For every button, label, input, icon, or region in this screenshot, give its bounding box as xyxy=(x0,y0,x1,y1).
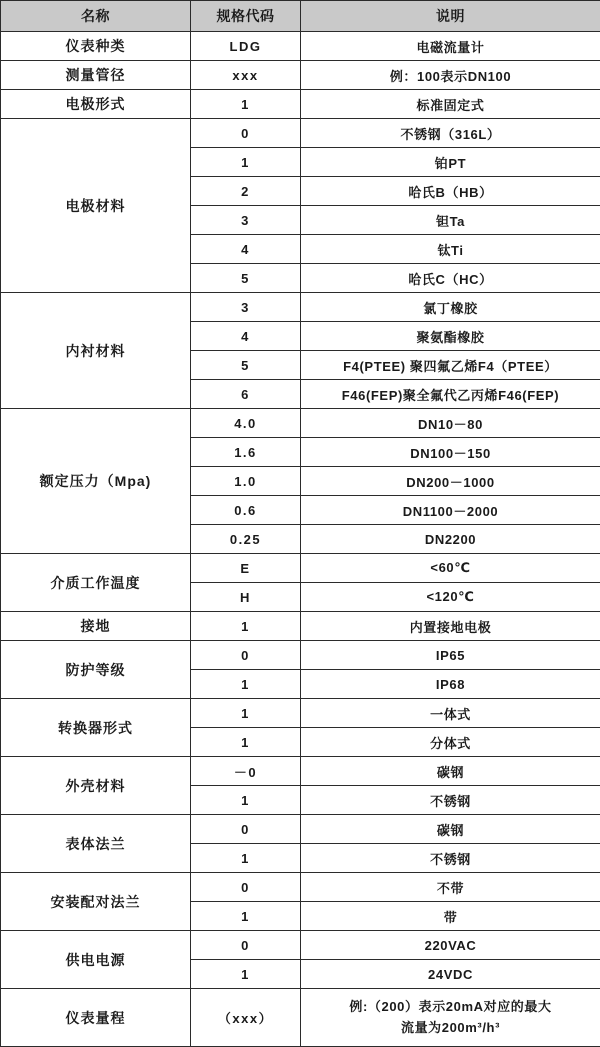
row-code-cell: 0 xyxy=(191,119,301,148)
row-code-cell: 1 xyxy=(191,902,301,931)
row-code-cell: xxx xyxy=(191,61,301,90)
row-name-cell: 外壳材料 xyxy=(1,757,191,815)
row-desc-cell: 不带 xyxy=(301,873,600,902)
row-code-cell: 3 xyxy=(191,293,301,322)
row-desc-cell: 哈氏B（HB） xyxy=(301,177,600,206)
table-row xyxy=(1,989,600,1047)
row-desc-cell: <60℃ xyxy=(301,554,600,583)
row-desc-cell: F4(PTEE) 聚四氟乙烯F4（PTEE） xyxy=(301,351,600,380)
row-desc-cell: F46(FEP)聚全氟代乙丙烯F46(FEP) xyxy=(301,380,600,409)
table-row xyxy=(1,873,600,902)
row-name-cell: 仪表种类 xyxy=(1,32,191,61)
row-name-cell: 介质工作温度 xyxy=(1,554,191,612)
table-row xyxy=(1,641,600,670)
row-desc-cell: 标准固定式 xyxy=(301,90,600,119)
row-code-cell: 4 xyxy=(191,235,301,264)
row-code-cell: 4.0 xyxy=(191,409,301,438)
row-desc-cell: 内置接地电极 xyxy=(301,612,600,641)
row-desc-cell: DN200－1000 xyxy=(301,467,600,496)
row-desc-cell: 例:（200）表示20mA对应的最大 流量为200m³/h³ xyxy=(301,989,600,1047)
row-desc-cell: 分体式 xyxy=(301,728,600,757)
row-code-cell: 1 xyxy=(191,612,301,641)
row-desc-cell: 24VDC xyxy=(301,960,600,989)
row-name-cell: 转换器形式 xyxy=(1,699,191,757)
table-row xyxy=(1,757,600,786)
row-desc-cell: 一体式 xyxy=(301,699,600,728)
row-code-cell: －0 xyxy=(191,757,301,786)
row-desc-cell: 钛Ti xyxy=(301,235,600,264)
row-desc-cell: DN1100－2000 xyxy=(301,496,600,525)
row-code-cell: 2 xyxy=(191,177,301,206)
row-name-cell: 测量管径 xyxy=(1,61,191,90)
row-desc-cell: 不锈钢 xyxy=(301,786,600,815)
table-row xyxy=(1,61,600,90)
row-code-cell: LDG xyxy=(191,32,301,61)
row-code-cell: 0 xyxy=(191,873,301,902)
row-desc-cell: 220VAC xyxy=(301,931,600,960)
row-code-cell: 1 xyxy=(191,728,301,757)
row-desc-cell: IP68 xyxy=(301,670,600,699)
row-name-cell: 电极形式 xyxy=(1,90,191,119)
row-name-cell: 表体法兰 xyxy=(1,815,191,873)
table-row xyxy=(1,931,600,960)
row-desc-cell: 电磁流量计 xyxy=(301,32,600,61)
row-desc-cell: 钽Ta xyxy=(301,206,600,235)
row-desc-cell: <120℃ xyxy=(301,583,600,612)
row-name-cell: 防护等级 xyxy=(1,641,191,699)
row-name-cell: 安装配对法兰 xyxy=(1,873,191,931)
row-name-cell: 电极材料 xyxy=(1,119,191,293)
row-desc-cell: 碳钢 xyxy=(301,757,600,786)
row-code-cell: 0.25 xyxy=(191,525,301,554)
row-code-cell: 1.6 xyxy=(191,438,301,467)
row-name-cell: 接地 xyxy=(1,612,191,641)
row-desc-cell: 带 xyxy=(301,902,600,931)
table-row xyxy=(1,554,600,583)
table-row xyxy=(1,32,600,61)
header-desc: 说明 xyxy=(301,1,600,32)
row-code-cell: 1 xyxy=(191,670,301,699)
header-code: 规格代码 xyxy=(191,1,301,32)
row-desc-cell: 碳钢 xyxy=(301,815,600,844)
row-desc-cell: 铂PT xyxy=(301,148,600,177)
row-name-cell: 内衬材料 xyxy=(1,293,191,409)
row-code-cell: 1 xyxy=(191,90,301,119)
row-desc-cell: 哈氏C（HC） xyxy=(301,264,600,293)
table-header xyxy=(1,1,600,32)
row-code-cell: 1 xyxy=(191,148,301,177)
table-row xyxy=(1,612,600,641)
table-row xyxy=(1,90,600,119)
table-row xyxy=(1,815,600,844)
row-desc-cell: 不锈钢 xyxy=(301,844,600,873)
row-name-cell: 额定压力（Mpa) xyxy=(1,409,191,554)
table-row xyxy=(1,699,600,728)
row-code-cell: 5 xyxy=(191,351,301,380)
row-desc-cell: 氯丁橡胶 xyxy=(301,293,600,322)
row-name-cell: 仪表量程 xyxy=(1,989,191,1047)
row-code-cell: 1 xyxy=(191,960,301,989)
header-name: 名称 xyxy=(1,1,191,32)
row-desc-cell: 聚氨酯橡胶 xyxy=(301,322,600,351)
row-code-cell: 1.0 xyxy=(191,467,301,496)
table-row xyxy=(1,293,600,322)
row-desc-cell: IP65 xyxy=(301,641,600,670)
row-code-cell: 3 xyxy=(191,206,301,235)
row-code-cell: 6 xyxy=(191,380,301,409)
row-code-cell: 1 xyxy=(191,844,301,873)
table-row xyxy=(1,409,600,438)
row-code-cell: 5 xyxy=(191,264,301,293)
table-body xyxy=(1,32,600,1047)
row-desc-cell: DN10－80 xyxy=(301,409,600,438)
row-code-cell: 0.6 xyxy=(191,496,301,525)
row-code-cell: 0 xyxy=(191,931,301,960)
row-code-cell: 4 xyxy=(191,322,301,351)
row-code-cell: 1 xyxy=(191,699,301,728)
row-name-cell: 供电电源 xyxy=(1,931,191,989)
row-code-cell: 0 xyxy=(191,815,301,844)
row-code-cell: 0 xyxy=(191,641,301,670)
header-row xyxy=(1,1,600,32)
table-row xyxy=(1,119,600,148)
row-code-cell: （xxx） xyxy=(191,989,301,1047)
row-desc-cell: 例：100表示DN100 xyxy=(301,61,600,90)
row-desc-cell: DN100－150 xyxy=(301,438,600,467)
row-desc-cell: DN2200 xyxy=(301,525,600,554)
row-code-cell: H xyxy=(191,583,301,612)
row-desc-cell: 不锈钢（316L） xyxy=(301,119,600,148)
row-code-cell: 1 xyxy=(191,786,301,815)
row-code-cell: E xyxy=(191,554,301,583)
